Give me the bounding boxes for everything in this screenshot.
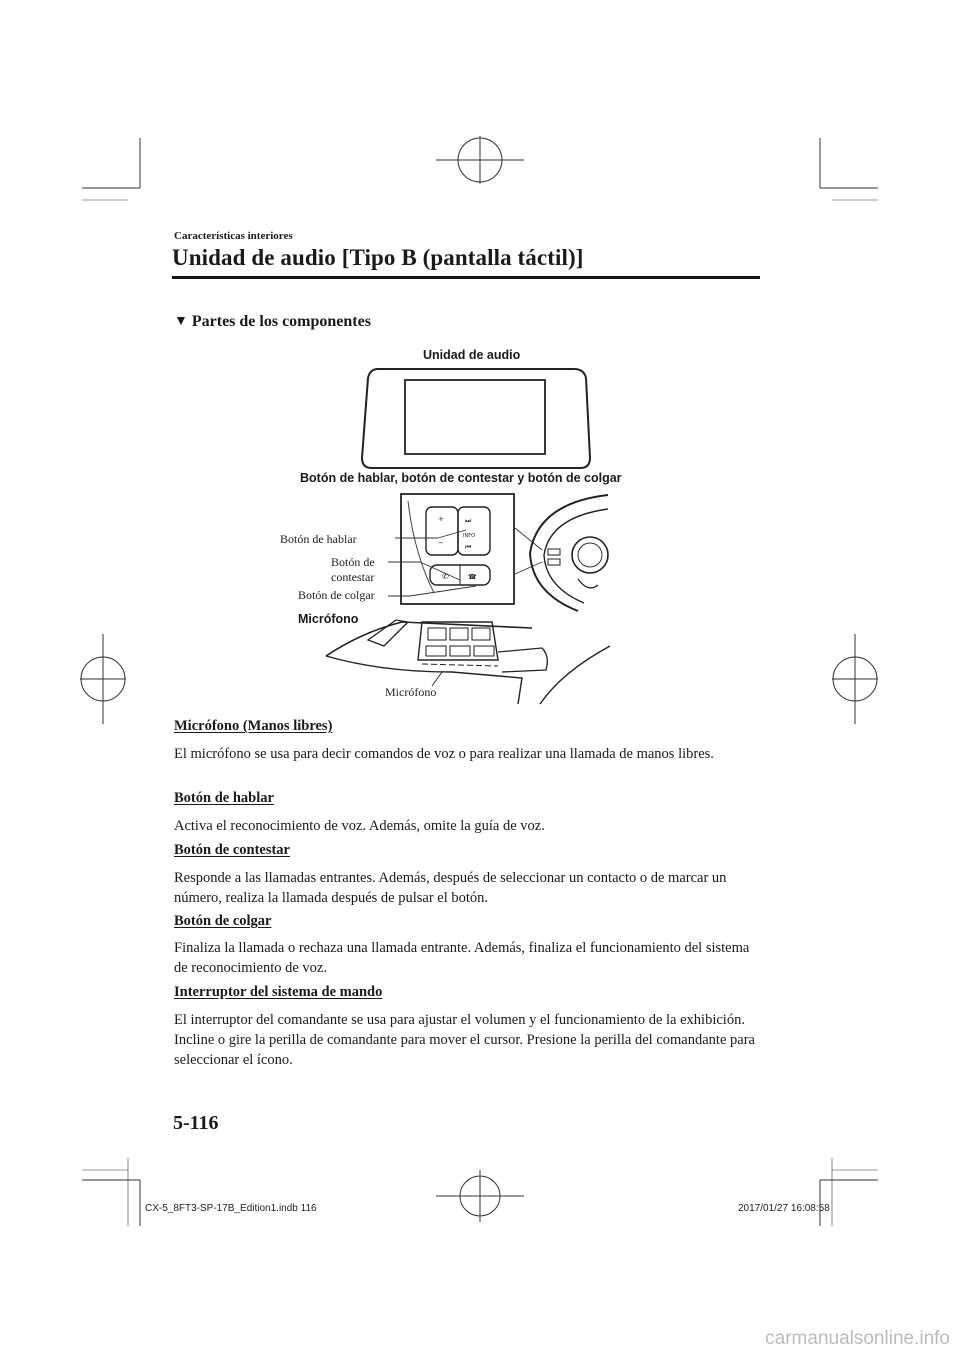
audio-unit-illustration [360,366,592,472]
text-microphone: El micrófono se usa para decir comandos de voz o para realizar una llamada de manos libres. [174,746,714,762]
footer-timestamp: 2017/01/27 16:08:58 [738,1203,830,1214]
heading-microphone: Micrófono (Manos libres) [174,718,333,734]
svg-text:⏭: ⏭ [465,517,472,525]
page-title: Unidad de audio [Tipo B (pantalla táctil)] [172,245,584,270]
svg-text:☎: ☎ [468,573,477,581]
triangle-down-icon: ▼ [174,314,188,329]
callout-answer-button-1: Botón de [331,555,375,569]
section-label: Características interiores [174,230,293,242]
heading-hangup-button: Botón de colgar [174,913,272,929]
svg-text:⏮: ⏮ [465,543,472,551]
footer-file: CX-5_8FT3-SP-17B_Edition1.indb 116 [145,1203,317,1214]
watermark: carmanualsonline.info [765,1328,950,1349]
text-commander-switch: El interruptor del comandante se usa para ajustar el volumen y el funcionamiento de la exhibición. Incline o gire la perilla de comandante para mover el cursor. Presione la perilla del comandante para seleccionar el ícono. [174,1012,755,1068]
callout-hangup-button: Botón de colgar [298,588,375,602]
heading-answer-button: Botón de contestar [174,842,290,858]
svg-text:+: + [438,515,444,523]
heading-talk-button: Botón de hablar [174,790,274,806]
microphone-illustration [322,612,612,708]
callout-talk-button: Botón de hablar [280,532,357,546]
text-talk-button: Activa el reconocimiento de voz. Además, omite la guía de voz. [174,818,545,834]
label-microphone: Micrófono [298,612,359,626]
text-answer-button: Responde a las llamadas entrantes. Además, después de seleccionar un contacto o de marcar un número, realiza la llamada después de pulsar el botón. [174,870,727,906]
subsection-heading [174,313,371,331]
info-button-label: INFO [463,533,476,539]
callout-answer-button-2: contestar [331,570,375,584]
svg-text:✆: ✆ [442,572,449,581]
label-buttons: Botón de hablar, botón de contestar y botón de colgar [300,471,622,485]
steering-wheel-illustration [518,493,610,613]
subsection-heading-text: Partes de los componentes [191,313,371,330]
callout-microphone: Micrófono [385,685,437,699]
svg-text:−: − [438,539,444,547]
page-number: 5-116 [173,1112,219,1134]
title-divider [172,276,760,279]
label-audio-unit: Unidad de audio [423,348,521,362]
text-hangup-button: Finaliza la llamada o rechaza una llamada entrante. Además, finaliza el funcionamiento del sistema de reconocimiento de voz. [174,940,750,976]
heading-commander-switch: Interruptor del sistema de mando [174,984,383,1000]
audio-unit-screen [405,380,545,454]
